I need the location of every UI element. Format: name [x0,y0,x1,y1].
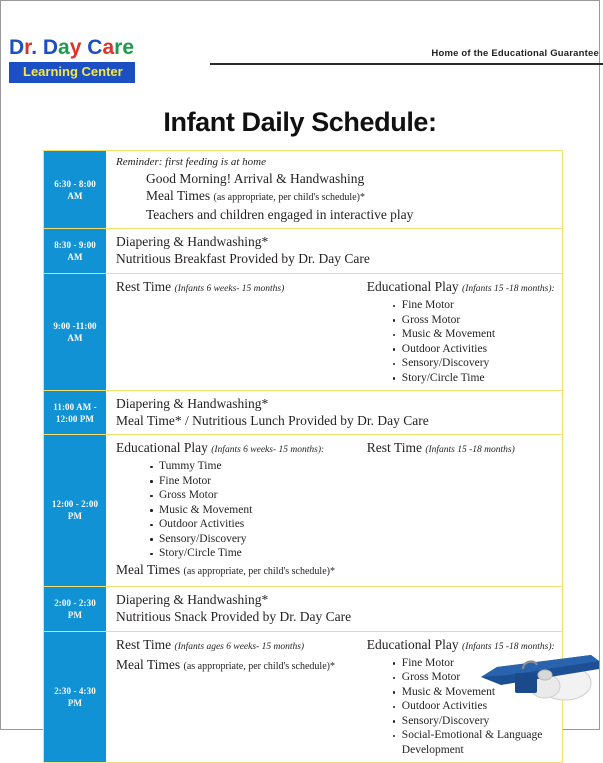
schedule-line-main: Meal Times [146,188,214,203]
activity-heading [367,439,556,459]
activity-heading-main: Rest Time [116,636,175,652]
list-item: Music & Movement [150,503,363,518]
table-row [44,229,562,274]
time-range: 12:00 - 2:00 [51,499,99,510]
list-item: Sensory/Discovery [393,714,556,729]
page-title: Infant Daily Schedule: [163,107,437,137]
activity-heading [367,636,556,656]
tagline-text: Home of the Educational Guarantee [431,48,599,59]
page-header [1,1,599,101]
schedule-line-main: Diapering & Handwashing* [116,591,269,607]
schedule-line [116,233,556,250]
time-period: AM [67,190,83,201]
activity-heading [116,278,363,298]
schedule-line-main: Diapering & Handwashing* [116,396,269,411]
time-period: AM [67,252,83,262]
schedule-content-cell [106,632,562,763]
schedule-line-note: (as appropriate, per child's schedule)* [213,192,365,203]
time-range: 2:30 - 4:30 [54,685,96,696]
schedule-content-cell [106,391,562,434]
table-row [44,632,562,763]
logo-letter: a [102,36,115,59]
activity-heading-main: Educational Play [116,440,212,455]
list-item: Gross Motor [393,313,556,328]
schedule-line-note: (as appropriate, per child's schedule)* [183,565,335,577]
activity-heading-note: (Infants 6 weeks- 15 months) [174,284,285,294]
left-column [116,439,367,581]
schedule-content-cell [106,151,562,228]
logo-letter: y [69,36,82,59]
tagline-container [210,48,599,72]
schedule-time-cell [44,435,106,586]
list-item: Sensory/Discovery [150,532,363,547]
activity-heading-main: Rest Time [116,279,175,294]
logo-letter: C [87,36,103,59]
activity-list [116,459,363,561]
table-row [44,391,562,435]
two-column-layout [116,278,556,385]
time-range: 2:00 - 2:30 [54,597,96,608]
activity-heading-main: Rest Time [366,440,426,455]
schedule-line [116,561,363,581]
time-period: PM [67,609,83,620]
schedule-line [116,412,556,429]
time-range: 9:00 -11:00 [53,321,97,331]
table-row [44,151,562,229]
time-period: 12:00 PM [55,413,95,424]
list-item: Fine Motor [150,474,363,489]
schedule-time-cell [44,274,106,390]
table-row [44,435,562,587]
list-item: Story/Circle Time [150,546,363,561]
list-item: Music & Movement [393,327,556,342]
schedule-line [116,608,556,625]
schedule-table [43,150,563,763]
schedule-time-cell [44,229,106,273]
activity-heading [367,278,556,298]
list-item: Music & Movement [393,685,556,700]
list-item: Fine Motor [393,656,556,671]
schedule-content-cell [106,435,562,586]
list-item: Outdoor Activities [150,517,363,532]
schedule-content-cell [106,229,562,273]
activity-heading [116,636,363,656]
schedule-time-cell [44,632,106,763]
table-row [44,587,562,632]
list-item: Outdoor Activities [393,342,556,357]
schedule-content-cell [106,274,562,390]
time-range: 8:30 - 9:00 [54,240,96,250]
activity-heading-note: (Infants 15 -18 months) [425,445,515,455]
time-period: AM [67,333,83,343]
logo-letter: D [42,36,59,59]
schedule-line [116,656,363,676]
logo-letter: r [24,36,32,59]
time-range: 11:00 AM - [53,401,97,412]
schedule-line [146,187,556,206]
time-period: PM [67,697,83,708]
reminder-note: Reminder: first feeding is at home [116,156,267,168]
list-item: Gross Motor [150,488,363,503]
logo-letter: D [9,36,25,59]
schedule-time-cell [44,391,106,434]
list-item: Gross Motor [393,670,556,685]
logo-letter: a [58,36,70,59]
schedule-line [116,395,556,412]
logo [9,37,159,83]
schedule-line [146,170,556,187]
list-item: Outdoor Activities [393,699,556,714]
schedule-line-main: Teachers and children engaged in interactive play [146,207,414,222]
logo-letter: . [31,36,38,59]
logo-subtitle: Learning Center [9,62,135,83]
schedule-line-main: Meal Times [116,561,184,577]
right-column [367,636,556,758]
two-column-layout [116,439,556,581]
list-item: Sensory/Discovery [393,356,556,371]
schedule-line [116,250,556,267]
activity-list [367,656,556,758]
activity-heading-note: (Infants 6 weeks- 15 months): [211,445,325,455]
schedule-line-main: Diapering & Handwashing* [116,234,269,249]
schedule-line-main: Meal Time* / Nutritious Lunch Provided by Dr. Day Care [116,413,429,428]
logo-title [9,37,159,59]
activity-heading-note: (Infants ages 6 weeks- 15 months) [174,641,305,652]
header-rule [210,63,603,65]
time-period: PM [67,511,83,522]
list-item: Fine Motor [393,298,556,313]
schedule-content-cell [106,587,562,631]
list-item: Story/Circle Time [393,371,556,386]
activity-heading-main: Educational Play [366,636,463,652]
activity-heading-main: Educational Play [366,279,463,294]
left-column [116,278,367,298]
right-column [367,278,556,385]
schedule-line-main: Nutritious Snack Provided by Dr. Day Care [116,608,352,624]
activity-heading-note: (Infants 15 -18 months): [462,641,555,652]
activity-heading [116,439,363,459]
schedule-line-note: (as appropriate, per child's schedule)* [183,660,335,672]
schedule-line-main: Meal Times [116,656,184,672]
logo-letter: r [114,36,123,59]
schedule-line [116,591,556,608]
schedule-time-cell [44,587,106,631]
list-item: Social-Emotional & Language Development [393,728,556,757]
list-item: Tummy Time [150,459,363,474]
logo-letter: e [122,36,134,59]
activity-heading-note: (Infants 15 -18 months): [462,284,555,294]
activity-list [367,298,556,385]
schedule-line-main: Nutritious Breakfast Provided by Dr. Day Care [116,251,370,266]
schedule-time-cell [44,151,106,228]
schedule-line [146,206,556,223]
left-column [116,636,367,676]
right-column [367,439,556,459]
schedule-line-main: Good Morning! Arrival & Handwashing [146,171,365,186]
two-column-layout [116,636,556,758]
table-row [44,274,562,391]
time-range: 6:30 - 8:00 [54,178,96,189]
